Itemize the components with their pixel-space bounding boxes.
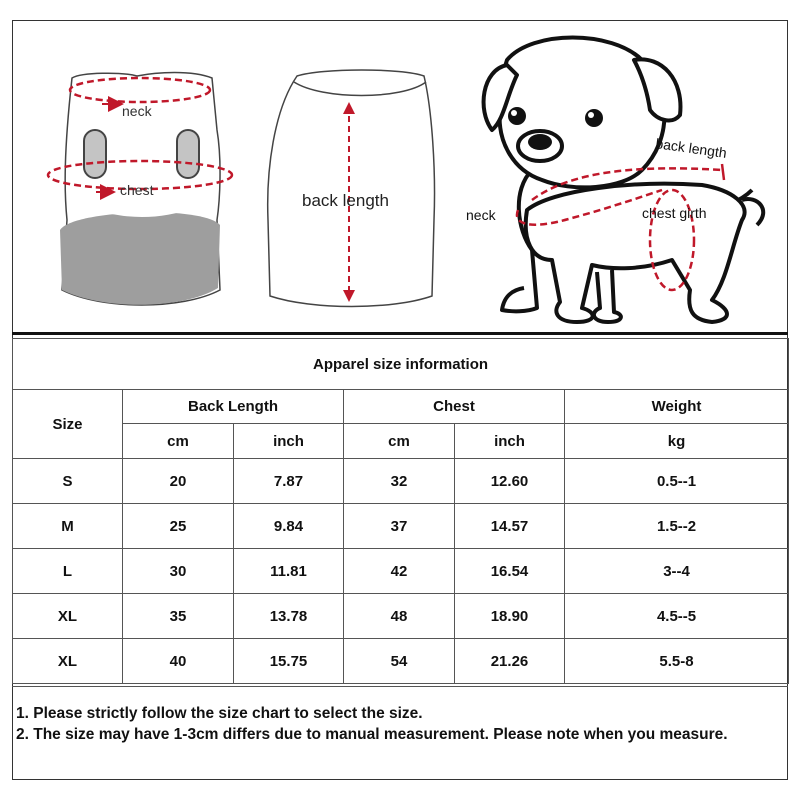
unit-header: cm (123, 424, 234, 459)
front-neck-label: neck (122, 103, 152, 119)
table-cell: 25 (123, 504, 234, 549)
chest-header: Chest (344, 390, 565, 424)
table-cell: 5.5-8 (565, 639, 789, 684)
note-line-1: 1. Please strictly follow the size chart to select the size. (16, 705, 423, 722)
unit-header: kg (565, 424, 789, 459)
size-cell: S (13, 459, 123, 504)
dog-illustration (484, 38, 764, 323)
table-cell: 9.84 (234, 504, 344, 549)
weight-header: Weight (565, 390, 789, 424)
dog-neck-label: neck (466, 207, 496, 223)
back-garment-drawing (268, 70, 435, 307)
size-cell: XL (13, 639, 123, 684)
table-row (13, 594, 789, 639)
unit-header: inch (455, 424, 565, 459)
unit-header: cm (344, 424, 455, 459)
table-cell: 0.5--1 (565, 459, 789, 504)
table-cell: 16.54 (455, 549, 565, 594)
size-table (12, 338, 789, 684)
table-cell: 48 (344, 594, 455, 639)
table-cell: 1.5--2 (565, 504, 789, 549)
size-cell: L (13, 549, 123, 594)
table-cell: 35 (123, 594, 234, 639)
size-header: Size (13, 390, 123, 459)
size-notes (12, 686, 788, 780)
table-cell: 13.78 (234, 594, 344, 639)
table-row (13, 639, 789, 684)
table-cell: 4.5--5 (565, 594, 789, 639)
table-cell: 42 (344, 549, 455, 594)
table-row (13, 459, 789, 504)
table-cell: 21.26 (455, 639, 565, 684)
illustration-panel (12, 20, 788, 332)
table-cell: 3--4 (565, 549, 789, 594)
table-cell: 20 (123, 459, 234, 504)
table-cell: 15.75 (234, 639, 344, 684)
table-cell: 32 (344, 459, 455, 504)
back-length-header: Back Length (123, 390, 344, 424)
table-row (13, 549, 789, 594)
back-length-label: back length (302, 191, 389, 210)
back-length-end-mark (722, 164, 724, 180)
note-line-2: 2. The size may have 1-3cm differs due to manual measurement. Please note when you measure. (16, 726, 728, 743)
table-cell: 54 (344, 639, 455, 684)
table-cell: 11.81 (234, 549, 344, 594)
table-cell: 18.90 (455, 594, 565, 639)
table-cell: 12.60 (455, 459, 565, 504)
size-cell: XL (13, 594, 123, 639)
front-chest-label: chest (120, 182, 154, 198)
table-cell: 14.57 (455, 504, 565, 549)
dog-chest-girth-label: chest girth (642, 205, 707, 221)
size-cell: M (13, 504, 123, 549)
table-cell: 37 (344, 504, 455, 549)
dog-back-length-label: back length (654, 135, 728, 161)
table-cell: 40 (123, 639, 234, 684)
table-cell: 30 (123, 549, 234, 594)
section-divider (12, 332, 788, 335)
table-title: Apparel size information (13, 339, 789, 390)
table-row (13, 504, 789, 549)
table-cell: 7.87 (234, 459, 344, 504)
unit-header: inch (234, 424, 344, 459)
